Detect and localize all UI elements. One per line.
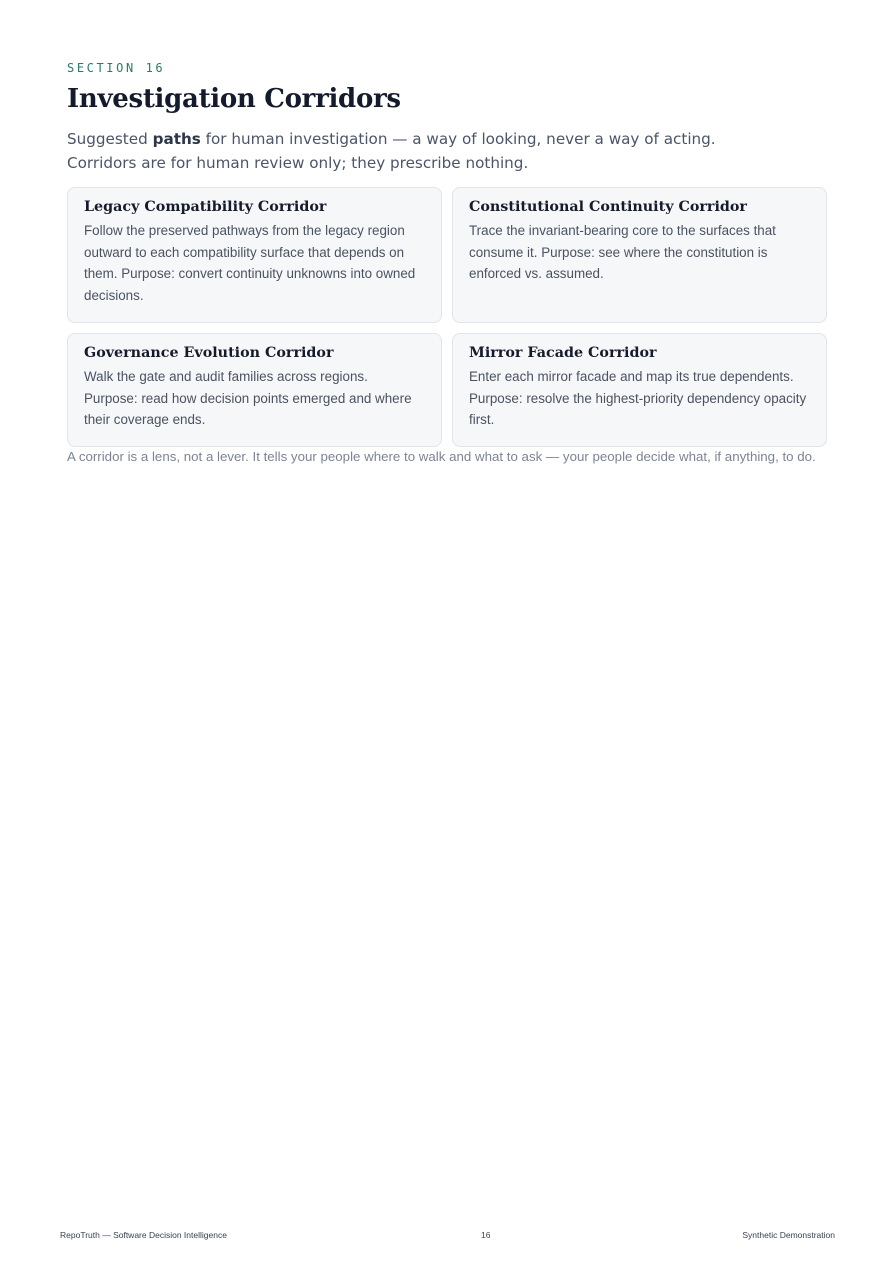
corridor-description: Enter each mirror facade and map its true dependents. Purpose: resolve the highest-priority dependency opacity first.	[469, 369, 807, 427]
corridor-description: Trace the invariant-bearing core to the surfaces that consume it. Purpose: see where the constitution is enforced vs. assumed.	[469, 223, 776, 281]
corridor-card-governance-evolution	[67, 333, 442, 447]
footer-page-number: 16	[481, 1230, 491, 1240]
corridor-title: Legacy Compatibility Corridor	[84, 199, 327, 215]
page-title: Investigation Corridors	[67, 84, 401, 114]
footer-product-name: RepoTruth — Software Decision Intelligence	[60, 1230, 227, 1240]
corridor-title: Mirror Facade Corridor	[469, 345, 657, 361]
intro-emphasis: paths	[152, 130, 201, 148]
corridor-card-constitutional-continuity	[452, 187, 827, 323]
intro-paragraph	[67, 127, 787, 175]
intro-lead: Suggested	[67, 130, 153, 148]
corridor-title: Governance Evolution Corridor	[84, 345, 334, 361]
corridor-title: Constitutional Continuity Corridor	[469, 199, 747, 215]
corridor-card-mirror-facade	[452, 333, 827, 447]
corridor-description: Follow the preserved pathways from the legacy region outward to each compatibility surface that depends on them. Purpose: convert continuity unknowns into owned decisions.	[84, 223, 416, 303]
corridor-description: Walk the gate and audit families across regions. Purpose: read how decision points emerged and where their coverage ends.	[84, 369, 412, 427]
footer-watermark-label: Synthetic Demonstration	[742, 1230, 835, 1240]
corridor-card-legacy-compatibility	[67, 187, 442, 323]
section-eyebrow: SECTION 16	[67, 61, 166, 75]
corridor-note: A corridor is a lens, not a lever. It tells your people where to walk and what to ask — your people decide what, if anything, to do.	[67, 449, 816, 464]
intro-rest: for human investigation — a way of looking, never a way of acting. Corridors are for human review only; they prescribe nothing.	[67, 130, 716, 172]
